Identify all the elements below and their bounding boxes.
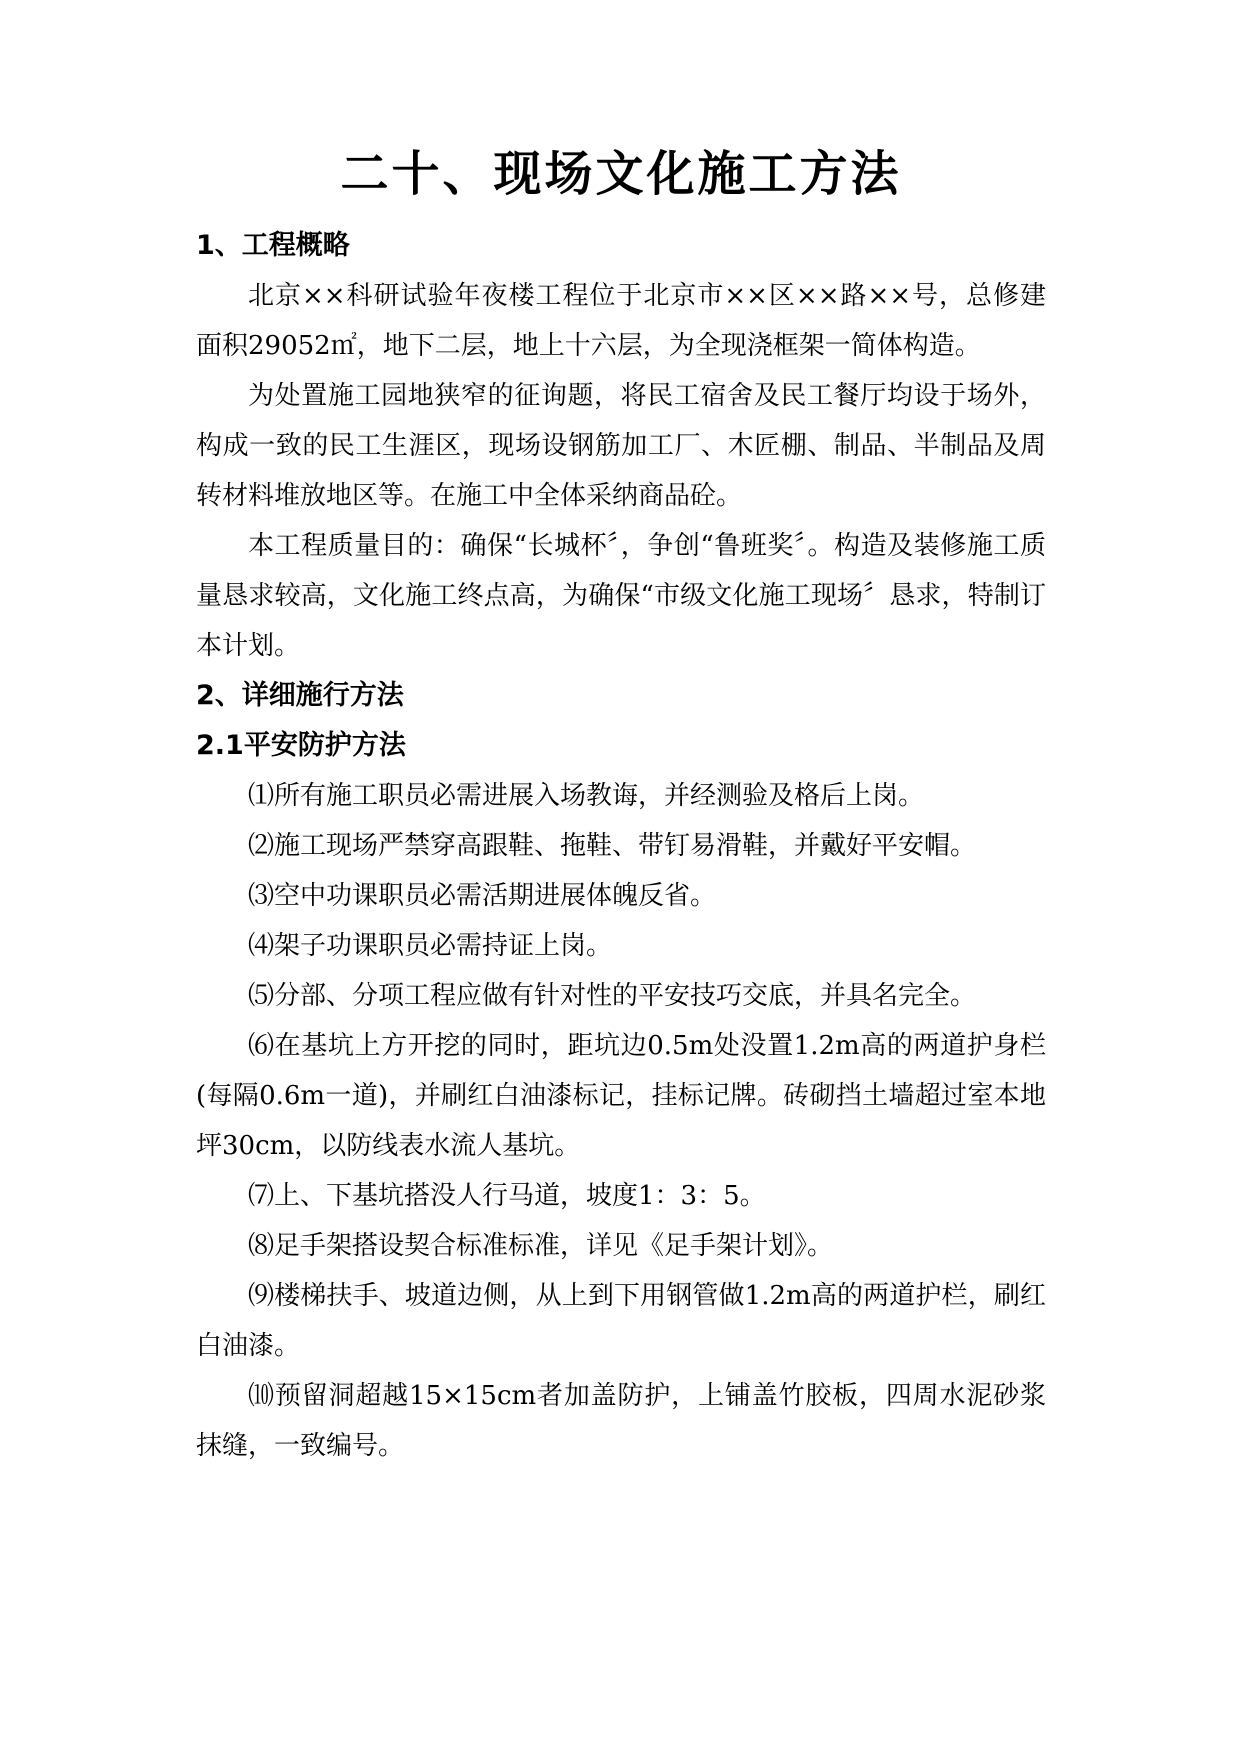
- list-item: ⑽预留洞超越15×15cm者加盖防护，上铺盖竹胶板，四周水泥砂浆抹缝，一致编号。: [196, 1381, 1046, 1461]
- list-item: ⑹在基坑上方开挖的同时，距坑边0.5m处没置1.2m高的两道护身栏(每隔0.6m一道)，并刷红白油漆标记，挂标记牌。砖砌挡土墙超过室本地坪30cm，以防线表水流人基坑。: [196, 1031, 1046, 1161]
- section-heading-implementation: 2、详细施行方法: [196, 680, 404, 711]
- list-item: ⑺上、下基坑搭没人行马道，坡度1：3：5。: [248, 1181, 766, 1211]
- list-item: ⑴所有施工职员必需进展入场教诲，并经测验及格后上岗。: [248, 781, 925, 811]
- paragraph: 北京××科研试验年夜楼工程位于北京市××区××路××号，总修建面积29052㎡，地下二层，地上十六层，为全现浇框架一简体构造。: [196, 281, 1046, 361]
- paragraph: 为处置施工园地狭窄的征询题，将民工宿舍及民工餐厅均设于场外，构成一致的民工生涯区，现场设钢筋加工厂、木匠棚、制品、半制品及周转材料堆放地区等。在施工中全体采纳商品砼。: [196, 381, 1046, 511]
- list-item: ⑶空中功课职员必需活期进展体魄反省。: [248, 881, 717, 911]
- document-title: 二十、现场文化施工方法: [340, 146, 902, 202]
- paragraph: 本工程质量目的：确保“长城杯〞，争创“鲁班奖〞。构造及装修施工质量恳求较高，文化施工终点高，为确保“市级文化施工现场〞恳求，特制订本计划。: [196, 531, 1046, 661]
- section-heading-safety: 2.1平安防护方法: [196, 730, 406, 761]
- list-item: ⑸分部、分项工程应做有针对性的平安技巧交底，并具名完全。: [248, 981, 977, 1011]
- list-item: ⑷架子功课职员必需持证上岗。: [248, 931, 613, 961]
- list-item: ⑻足手架搭设契合标准标准，详见《足手架计划》。: [248, 1231, 834, 1261]
- list-item: ⑵施工现场严禁穿高跟鞋、拖鞋、带钉易滑鞋，并戴好平安帽。: [248, 831, 977, 861]
- list-item: ⑼楼梯扶手、坡道边侧，从上到下用钢管做1.2m高的两道护栏，刷红白油漆。: [196, 1281, 1046, 1361]
- document-body: [196, 143, 1046, 1471]
- section-heading-overview: 1、工程概略: [196, 230, 350, 261]
